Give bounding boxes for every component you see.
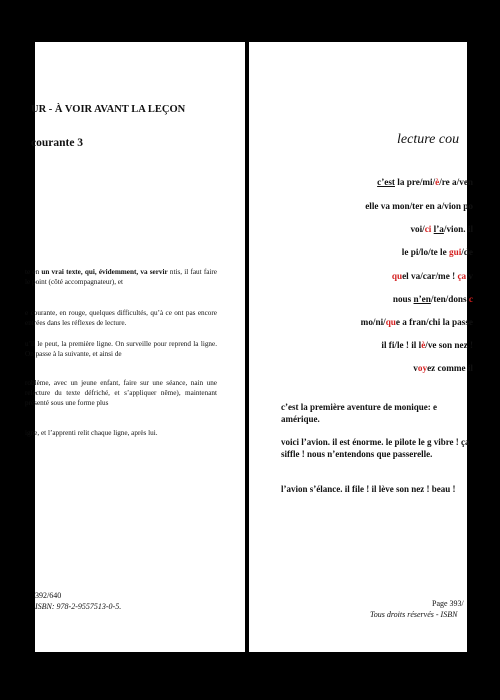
left-page-heading: UR - À VOIR AVANT LA LEÇON xyxy=(31,104,186,115)
instruction-paragraph-5 xyxy=(25,428,217,438)
instruction-paragraph-1 xyxy=(25,267,217,287)
syllable-line-3 xyxy=(410,224,473,234)
syllable-line-5 xyxy=(392,271,473,281)
underlined-syllable: l’a xyxy=(433,224,444,235)
left-page-rights: ISBN: 978-2-9557513-0-5. xyxy=(35,602,122,611)
syllable-text: /de xyxy=(461,247,473,258)
highlighted-syllable: gui xyxy=(448,247,462,258)
highlighted-syllable: qu xyxy=(391,271,403,282)
syllable-line-4 xyxy=(402,247,473,257)
left-page-number: 392/640 xyxy=(35,591,62,600)
paragraph-text: u’il le peut, la première ligne. On surveille pour reprend la ligne. On passe à la suivante, et ainsi de xyxy=(25,340,217,359)
story-paragraph-1: c’est la première aventure de monique: e amérique. xyxy=(281,402,437,424)
left-page-subheading: courante 3 xyxy=(31,137,84,149)
paragraph-text: igne, et l’apprenti relit chaque ligne, après lui. xyxy=(25,429,158,438)
paragraph-text: roblème, avec un jeune enfant, faire sur une séance, nain une relecture du texte défriché, et s’appliquer nême), maintenant présenté sous une forme plus xyxy=(25,379,217,408)
syllable-text: el va/car/me ! xyxy=(402,271,458,282)
right-page-title: lecture cou xyxy=(397,132,460,147)
paragraph-bold-text: un vrai texte, qui, évidemment, va servir xyxy=(41,268,168,277)
syllable-text: v xyxy=(413,363,418,374)
highlighted-syllable: ça xyxy=(457,271,467,282)
syllable-line-1 xyxy=(377,177,473,187)
underlined-syllable: n’en xyxy=(413,294,431,305)
highlighted-syllable: c xyxy=(468,294,473,305)
syllable-text: /vion. il xyxy=(443,224,473,235)
highlighted-syllable: è xyxy=(421,340,426,351)
paragraph-text: ntis, il faut faire le point (côté accompagnateur), et xyxy=(25,268,217,287)
syllable-text: /ten/dons xyxy=(430,294,469,305)
story-paragraph-3: l’avion s’élance. il file ! il lève son nez ! beau ! xyxy=(281,484,456,494)
syllable-text: il fi/le ! il l xyxy=(381,340,422,351)
syllable-text: elle va mon/ter en a/vion po xyxy=(365,201,473,212)
highlighted-syllable: qu xyxy=(385,317,396,328)
underlined-syllable: c’est xyxy=(377,177,395,188)
syllable-text: ven xyxy=(459,177,473,188)
highlighted-syllable: è xyxy=(435,177,440,188)
syllable-text: e a fran/chi la passe xyxy=(395,317,473,328)
story-paragraph-2: voici l’avion. il est énorme. le pilote le g vibre ! ça siffle ! nous n’entendons que passerelle. xyxy=(281,437,470,459)
instruction-paragraph-2 xyxy=(25,308,217,328)
right-page-number: Page 393/ xyxy=(432,599,464,608)
syllable-line-8 xyxy=(381,340,473,350)
syllable-text: la pre/mi/ xyxy=(394,177,436,188)
syllable-line-7 xyxy=(361,317,473,327)
syllable-line-9 xyxy=(413,363,473,373)
syllable-text: /re a/ xyxy=(439,177,460,188)
highlighted-syllable: oy xyxy=(417,363,428,374)
paragraph-text: te en xyxy=(25,268,42,277)
left-book-page xyxy=(25,42,245,652)
paragraph-text: e courante, en rouge, quelques difficultés, qu’à ce ont pas encore entrées dans les réflexes de lecture. xyxy=(25,309,217,328)
instruction-paragraph-4 xyxy=(25,378,217,408)
syllable-line-2 xyxy=(365,201,473,211)
instruction-paragraph-3 xyxy=(25,339,217,359)
syllable-text: mo/ni/ xyxy=(360,317,386,328)
right-book-page xyxy=(249,42,473,652)
syllable-text: v xyxy=(466,271,473,282)
syllable-text: ez comme il xyxy=(427,363,473,374)
highlighted-syllable: ci xyxy=(424,224,432,235)
syllable-text: voi/ xyxy=(410,224,425,235)
syllable-text: /ve son nez ! xyxy=(425,340,473,351)
syllable-line-6 xyxy=(393,294,473,304)
syllable-text: le pi/lo/te le xyxy=(401,247,449,258)
syllable-text: nous xyxy=(392,294,414,305)
right-page-rights: Tous droits réservés - ISBN xyxy=(370,610,458,619)
